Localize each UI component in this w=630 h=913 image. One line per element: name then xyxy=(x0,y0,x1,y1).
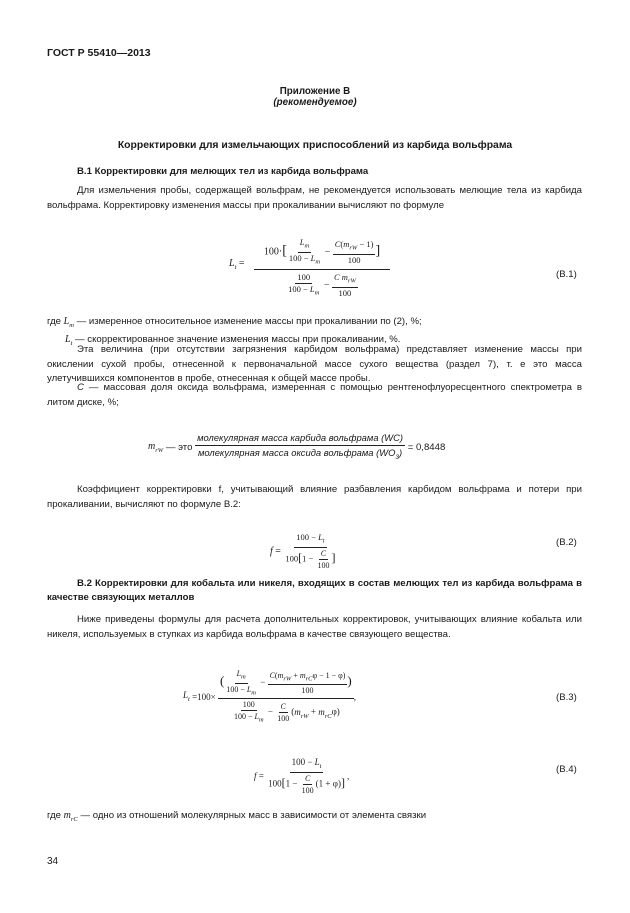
eq1-fraction: 100·[ $\frac{L_m}{100 - L_m}$ − $\frac{C(m_{rW} - 1)}{100}$ ] $\frac{100}{100 - L_m}$ − $\frac{C m_{rW}}{100}$ xyxy=(254,237,390,299)
document-header: ГОСТ Р 55410—2013 xyxy=(47,47,151,59)
def-c: C — массовая доля оксида вольфрама, измеренная с помощью рентгенофлуоресцентного спектрометра в литом диске, %; xyxy=(47,382,583,408)
eq4: f = $100 - L_t$ 100[1 − $\frac{C}{100}$ (1 + φ)] , xyxy=(254,757,350,795)
section2-heading-text: В.2 Корректировки для кобальта или никеля, входящих в состав мелющих тел из карбида вольфрама в качестве связующих металлов xyxy=(47,578,582,603)
eq3: $L_t$ =100× ( $\frac{L_m}{100 - L_m}$ − $\frac{C(m_{rW} + m_{rC}\varphi - 1 - \varphi)}{100}$ ) $\frac{100}{100 - L_m}$ − $\frac{C}{100}$ $(m_{rW} + m_{rC}\varphi)$ , xyxy=(183,669,357,724)
mrw-expression: $m_{rW}$ — это $\frac{\text{молекулярная масса карбида вольфрама (WC)}}{молекулярная масса оксида вольфрама (WO_3)}$ = 0,8448 xyxy=(148,432,446,461)
appendix-status: (рекомендуемое) xyxy=(273,97,357,108)
para-f: Коэффициент корректировки f, учитывающий влияние разбавления карбидом вольфрама и потери при прокаливании, вычисляют по формуле В.2: xyxy=(47,484,582,510)
section1-intro: Для измельчения пробы, содержащей вольфрам, не рекомендуется использовать мелющие тела из карбида вольфрама. Корректировку изменения массы при прокаливании вычисляют по формуле xyxy=(47,185,582,211)
eq4-number: (В.4) xyxy=(556,764,577,775)
appendix-label: Приложение В xyxy=(279,86,351,97)
page-number: 34 xyxy=(47,856,59,867)
section1-heading: В.1 Корректировки для мелющих тел из карбида вольфрама xyxy=(77,166,369,177)
def-lm: где $L_m$ — измеренное относительное изменение массы при прокаливании по (2), %; xyxy=(47,316,422,329)
eq3-number: (В.3) xyxy=(556,692,577,703)
section2-intro: Ниже приведены формулы для расчета дополнительных корректировок, учитывающих влияние кобальта или никеля, используемых в ступках из карбида вольфрама в качестве связующего вещества. xyxy=(47,614,582,640)
def-mrc: где $m_{rC}$ — одно из отношений молекулярных масс в зависимости от элемента связки xyxy=(47,810,427,823)
eq1-number: (В.1) xyxy=(556,269,577,280)
def-lt: $L_t$ — скорректированное значение изменения массы при прокаливании, %. xyxy=(65,334,401,348)
para-value: Эта величина (при отсутствии загрязнения карбидом вольфрама) представляет изменение массы при окислении сухой пробы, отнесенной к первоначальной массе сухого вещества (раздел 7), т. е это масса улетучившихся компонентов в пробе, отнесенная к общей массе пробы. xyxy=(47,344,582,384)
eq2-number: (В.2) xyxy=(556,537,577,548)
eq1-lhs: $L_t$ = xyxy=(229,258,245,271)
eq2: f = $100 - L_t$ 100[1 − $\frac{C}{100}$ ] xyxy=(270,532,336,570)
page-title: Корректировки для измельчающих приспособлений из карбида вольфрама xyxy=(117,140,513,151)
